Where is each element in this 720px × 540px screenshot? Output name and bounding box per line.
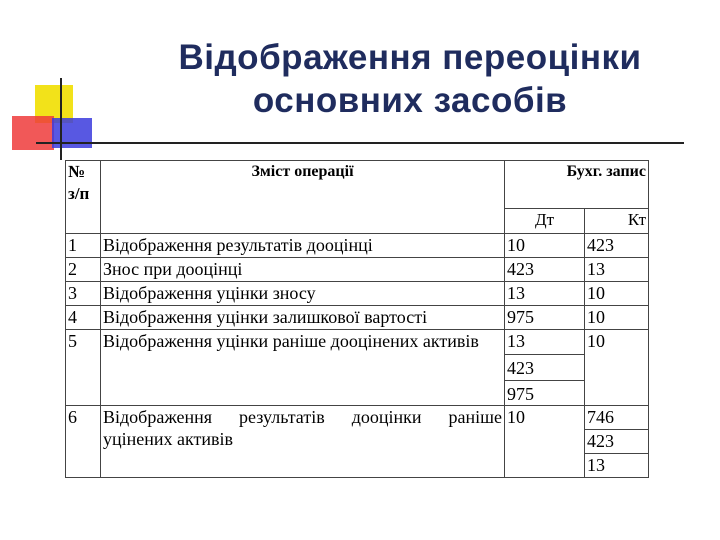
row-kt: 423 bbox=[585, 234, 649, 258]
row-number: 2 bbox=[66, 258, 101, 282]
row-kt: 13 bbox=[585, 258, 649, 282]
row-content: Відображення уцінки зносу bbox=[101, 282, 505, 306]
table-row bbox=[66, 406, 649, 430]
row-dt: 10 bbox=[505, 234, 585, 258]
row-content: Відображення уцінки раніше дооцінених активів bbox=[101, 330, 505, 406]
decor-red-square bbox=[12, 116, 54, 150]
row-dt: 423 bbox=[505, 258, 585, 282]
row-kt: 10 bbox=[585, 282, 649, 306]
row-content: Відображення результатів дооцінки раніше уцінених активів bbox=[101, 406, 505, 478]
row-dt: 975 bbox=[505, 381, 585, 406]
row-number: 5 bbox=[66, 330, 101, 406]
slide-title-line-1: Відображення переоцінки bbox=[178, 38, 642, 77]
header-kt: Кт bbox=[585, 209, 649, 234]
table-row bbox=[66, 234, 649, 258]
header-content: Зміст операції bbox=[101, 161, 505, 234]
row-kt: 10 bbox=[585, 330, 649, 406]
row-kt: 746 bbox=[585, 406, 649, 430]
decor-vertical-line bbox=[60, 78, 62, 160]
row-kt: 423 bbox=[585, 430, 649, 454]
row-number: 1 bbox=[66, 234, 101, 258]
header-entry: Бухг. запис bbox=[505, 161, 649, 209]
table-row bbox=[66, 306, 649, 330]
decor-horizontal-line bbox=[36, 142, 684, 144]
row-dt: 423 bbox=[505, 355, 585, 381]
row-number: 4 bbox=[66, 306, 101, 330]
table-row bbox=[66, 282, 649, 306]
slide-title-line-2: основних засобів bbox=[252, 81, 568, 120]
header-dt: Дт bbox=[505, 209, 585, 234]
row-content: Відображення результатів дооцінці bbox=[101, 234, 505, 258]
row-content: Знос при дооцінці bbox=[101, 258, 505, 282]
row-kt: 10 bbox=[585, 306, 649, 330]
row-content: Відображення уцінки залишкової вартості bbox=[101, 306, 505, 330]
slide-title bbox=[110, 36, 710, 122]
row-number: 3 bbox=[66, 282, 101, 306]
row-dt: 13 bbox=[505, 282, 585, 306]
table-row bbox=[66, 330, 649, 355]
header-number: № з/п bbox=[66, 161, 101, 234]
revaluation-table bbox=[65, 160, 649, 478]
row-dt: 10 bbox=[505, 406, 585, 478]
row-number: 6 bbox=[66, 406, 101, 478]
table-row bbox=[66, 258, 649, 282]
row-kt: 13 bbox=[585, 454, 649, 478]
row-dt: 975 bbox=[505, 306, 585, 330]
row-dt: 13 bbox=[505, 330, 585, 355]
